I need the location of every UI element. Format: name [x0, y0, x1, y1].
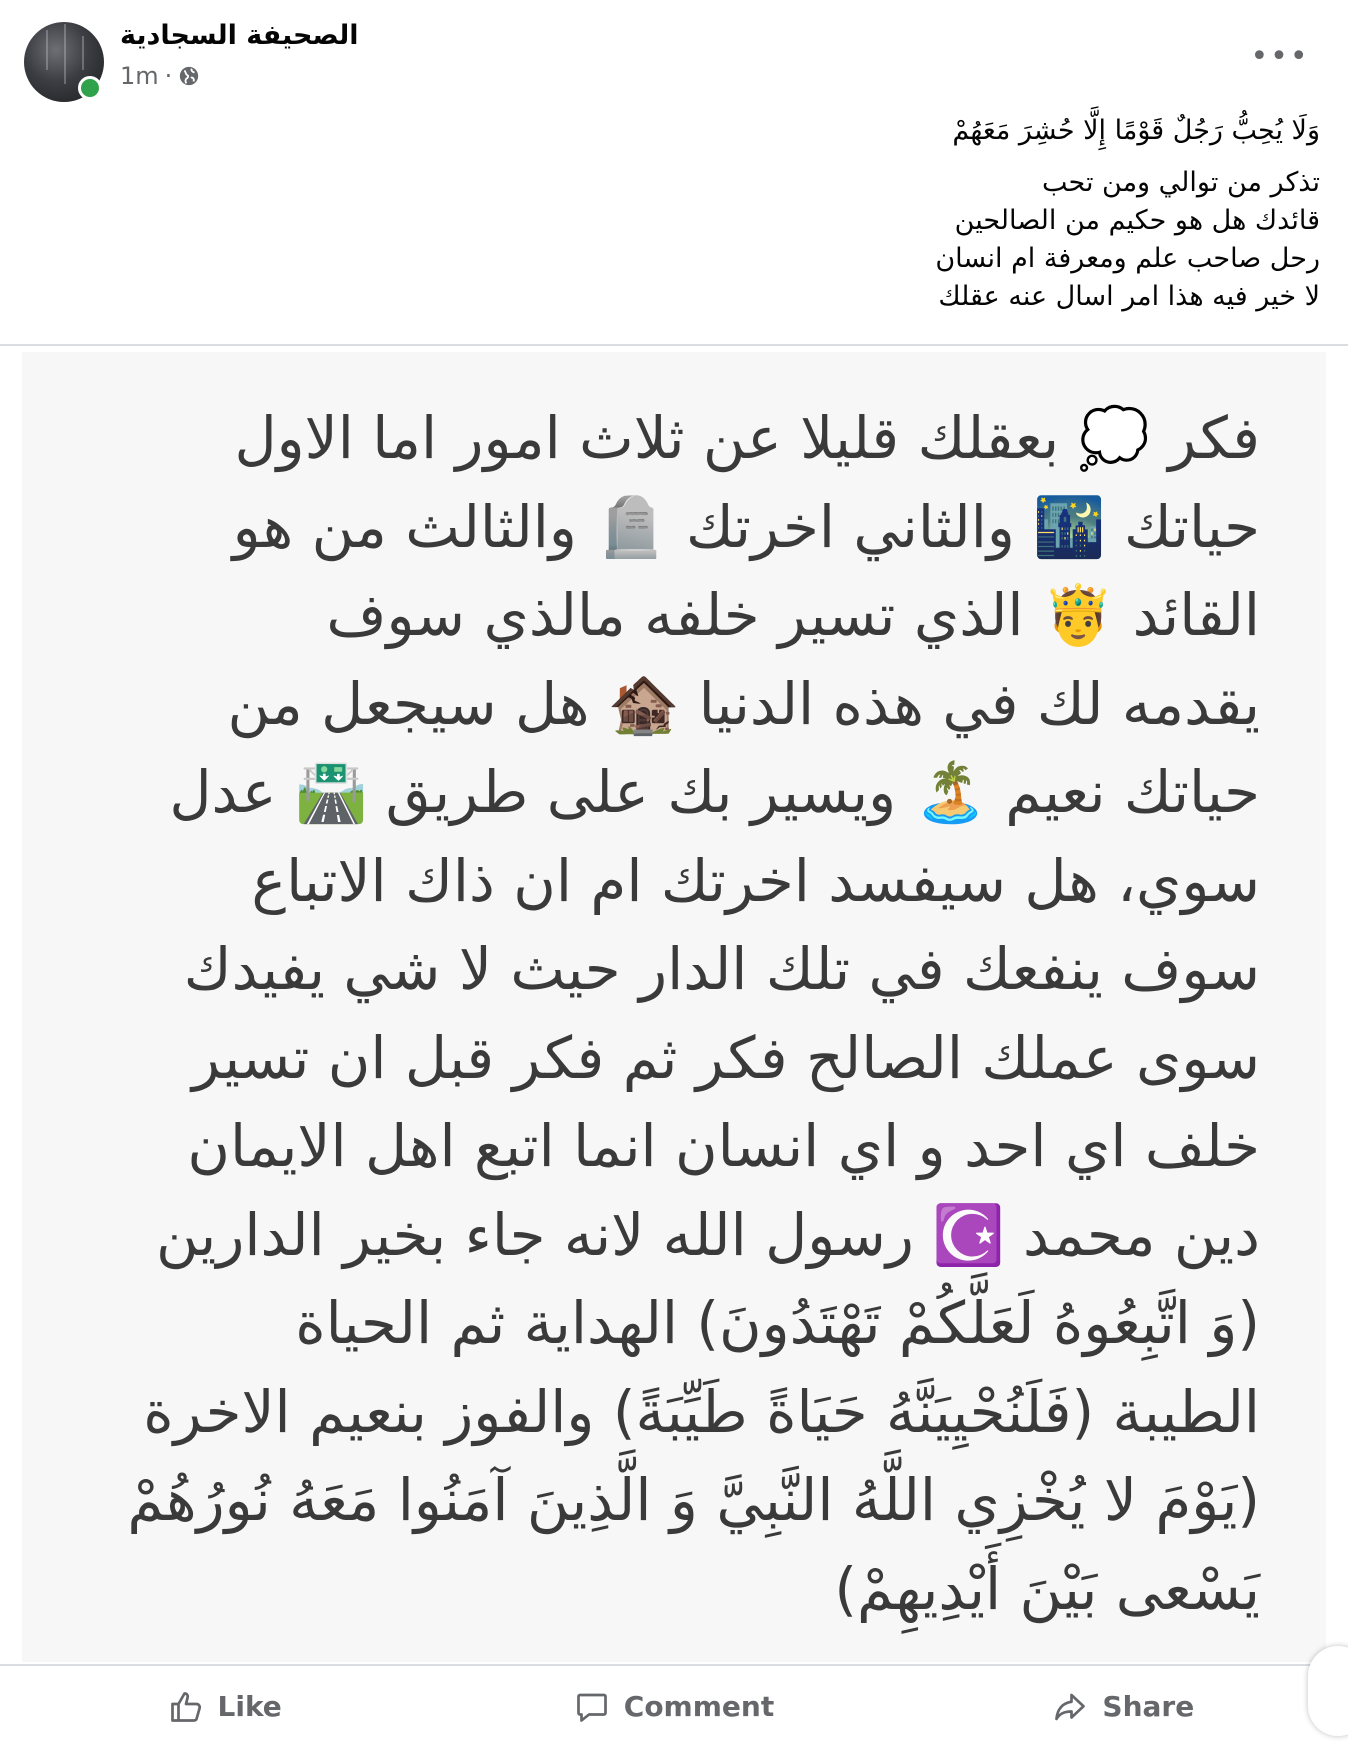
caption-line: رحل صاحب علم ومعرفة ام انسان	[935, 243, 1320, 274]
post-header	[0, 0, 1348, 110]
divider	[0, 344, 1348, 346]
page-name[interactable]: الصحيفة السجادية	[120, 20, 359, 51]
meta-separator: ·	[164, 62, 173, 90]
more-options-icon[interactable]: •••	[1250, 38, 1310, 74]
share-icon	[1052, 1689, 1088, 1725]
comment-label: Comment	[623, 1690, 775, 1723]
globe-icon	[178, 65, 200, 87]
image-text-block	[80, 394, 1260, 1633]
image-text-line: حياتك 🌃 والثاني اخرتك 🪦 والثالث من هو	[232, 492, 1260, 561]
image-text-line: يقدمه لك في هذه الدنيا 🏚️ هل سيجعل من	[227, 669, 1260, 738]
like-button[interactable]	[0, 1666, 449, 1747]
image-text-line: سوف ينفعك في تلك الدار حيث لا شي يفيدك	[183, 935, 1260, 1003]
post-image[interactable]	[22, 352, 1326, 1662]
image-text-line: القائد 🤴 الذي تسير خلفه مالذي سوف	[326, 581, 1260, 649]
caption-line: تذكر من توالي ومن تحب	[1042, 167, 1320, 198]
comment-icon	[574, 1689, 610, 1725]
post-caption	[420, 112, 1320, 316]
image-text-line: خلف اي احد و اي انسان انما اتبع اهل الايمان	[187, 1112, 1260, 1180]
caption-line: قائدك هل هو حكيم من الصالحين	[954, 205, 1320, 236]
post-timestamp[interactable]: 1m	[120, 62, 159, 90]
image-text-line: فكر 💭 بعقلك قليلا عن ثلاث امور اما الاول	[234, 404, 1260, 472]
share-button[interactable]	[899, 1666, 1348, 1747]
caption-verse: وَلَا يُحِبُّ رَجُلٌ قَوْمًا إِلَّا حُشِرَ مَعَهُمْ	[952, 115, 1320, 146]
post-meta	[120, 62, 200, 90]
post-actions	[0, 1666, 1348, 1747]
image-text-line: سوي، هل سيفسد اخرتك ام ان ذاك الاتباع	[251, 846, 1260, 915]
share-label: Share	[1102, 1690, 1195, 1723]
image-text-line: (وَ اتَّبِعُوهُ لَعَلَّكُمْ تَهْتَدُونَ) الهداية ثم الحياة	[295, 1289, 1260, 1357]
like-label: Like	[217, 1690, 282, 1723]
image-text-line: سوى عملك الصالح فكر ثم فكر قبل ان تسير	[191, 1023, 1260, 1092]
comment-button[interactable]	[449, 1666, 898, 1747]
online-status-indicator	[78, 76, 102, 100]
side-chat-bubble[interactable]	[1308, 1646, 1348, 1736]
caption-line: لا خير فيه هذا امر اسال عنه عقلك	[938, 281, 1320, 312]
image-text-line: (يَوْمَ لا يُخْزِي اللَّهُ النَّبِيَّ وَ الَّذِينَ آمَنُوا مَعَهُ نُورُهُمْ	[127, 1466, 1260, 1534]
image-text-line: يَسْعى بَيْنَ أَيْدِيهِمْ)	[834, 1554, 1260, 1623]
image-text-line: دين محمد ☪️ رسول الله لانه جاء بخير الدارين	[156, 1200, 1260, 1269]
image-text-line: الطيبة (فَلَنُحْيِيَنَّهُ حَيَاةً طَيِّبَةً) والفوز بنعيم الاخرة	[143, 1377, 1260, 1446]
image-text-line: حياتك نعيم 🏝️ ويسير بك على طريق 🛣️ عدل	[169, 758, 1260, 826]
thumbs-up-icon	[168, 1689, 204, 1725]
